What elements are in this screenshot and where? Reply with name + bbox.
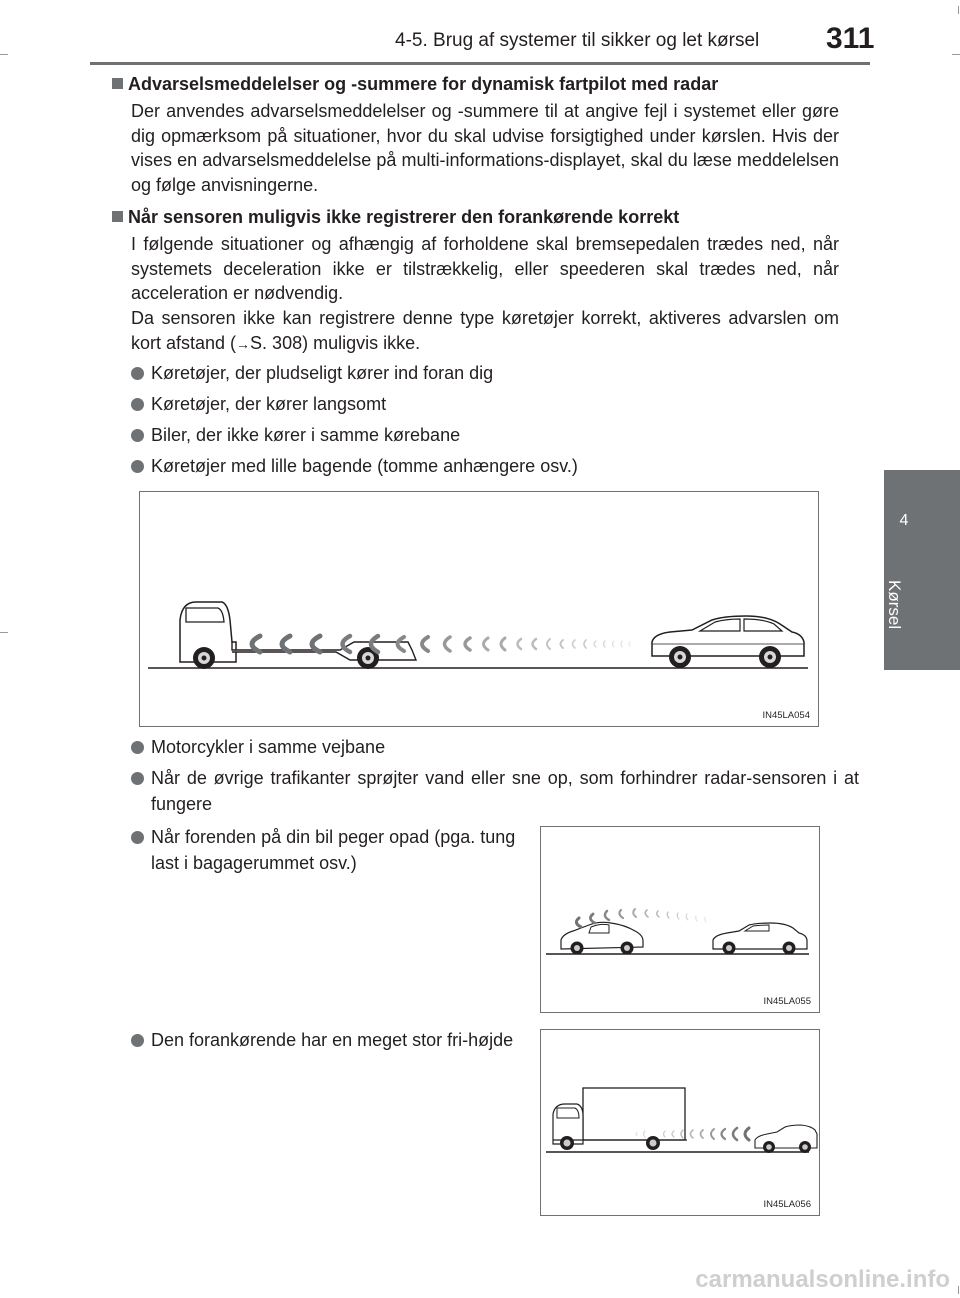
- list-item: Køretøjer med lille bagende (tomme anhængere osv.): [131, 453, 839, 479]
- crop-mark: [0, 632, 8, 633]
- header-rule: [90, 62, 870, 65]
- bullet-icon: [131, 460, 144, 473]
- arrow-right-icon: →: [236, 335, 251, 352]
- figure-code: IN45LA054: [762, 710, 810, 721]
- square-bullet-icon: [112, 211, 123, 222]
- list-item: Biler, der ikke kører i samme kørebane: [131, 422, 839, 448]
- car-following-radar-icon: [541, 827, 821, 1014]
- list-item: Motorcykler i samme vejbane: [131, 734, 839, 760]
- bullet-icon: [131, 741, 144, 754]
- figure-trailer-illustration: [139, 491, 819, 727]
- list-item: Den forankørende har en meget stor fri-højde: [131, 1027, 546, 1053]
- list-item: Når forenden på din bil peger opad (pga. tung last i bagagerummet osv.): [131, 824, 546, 876]
- watermark: carmanualsonline.info: [695, 1266, 950, 1293]
- crop-mark: [958, 6, 959, 14]
- bullet-icon: [131, 367, 144, 380]
- section-heading: Advarselsmeddelelser og -summere for dynamisk fartpilot med radar: [112, 71, 832, 97]
- bullet-icon: [131, 1034, 144, 1047]
- page-reference[interactable]: S. 308: [250, 332, 303, 353]
- chapter-tab: [884, 470, 960, 670]
- section-body: Der anvendes advarselsmeddelelser og -summere til at angive fejl i systemet eller gøre dig opmærksom på situationer, hvor du skal udvise forsigtighed under kørslen. Hvis der vises en advarselsmeddelelse på multi-informations-displayet, skal du læse meddelelsen og følge anvisningerne.: [131, 101, 839, 195]
- crop-mark: [958, 1286, 959, 1294]
- square-bullet-icon: [112, 78, 123, 89]
- list-item: Når de øvrige trafikanter sprøjter vand eller sne op, som forhindrer radar-sensoren i at fungere: [131, 765, 859, 817]
- page-number: 311: [826, 22, 875, 55]
- running-header: 4-5. Brug af systemer til sikker og let kørsel: [395, 30, 760, 51]
- crop-mark: [952, 54, 960, 55]
- chapter-label: Kørsel: [885, 580, 904, 630]
- crop-mark: [0, 54, 8, 55]
- figure-high-clearance-truck-illustration: [540, 1029, 820, 1216]
- figure-code: IN45LA056: [763, 1199, 811, 1210]
- section-heading: Når sensoren muligvis ikke registrerer den forankørende korrekt: [112, 204, 832, 230]
- bullet-icon: [131, 831, 144, 844]
- truck-radar-icon: [541, 1030, 821, 1217]
- list-item: Køretøjer, der kører langsomt: [131, 391, 839, 417]
- chapter-number: 4: [899, 512, 909, 529]
- section-body: I følgende situationer og afhængig af forholdene skal bremsepedalen trædes ned, når systemets deceleration ikke er tilstrækkelig, eller speederen skal trædes ned, når acceleration er nødvendig.: [131, 234, 839, 303]
- trailer-car-radar-icon: [140, 492, 820, 728]
- bullet-icon: [131, 429, 144, 442]
- bullet-icon: [131, 772, 144, 785]
- section-body: Da sensoren ikke kan registrere denne type køretøjer korrekt, aktiveres advarslen om kort afstand (→S. 308) muligvis ikke.: [131, 308, 839, 353]
- list-item: Køretøjer, der pludseligt kører ind foran dig: [131, 360, 839, 386]
- figure-tilted-car-illustration: [540, 826, 820, 1013]
- bullet-icon: [131, 398, 144, 411]
- figure-code: IN45LA055: [763, 996, 811, 1007]
